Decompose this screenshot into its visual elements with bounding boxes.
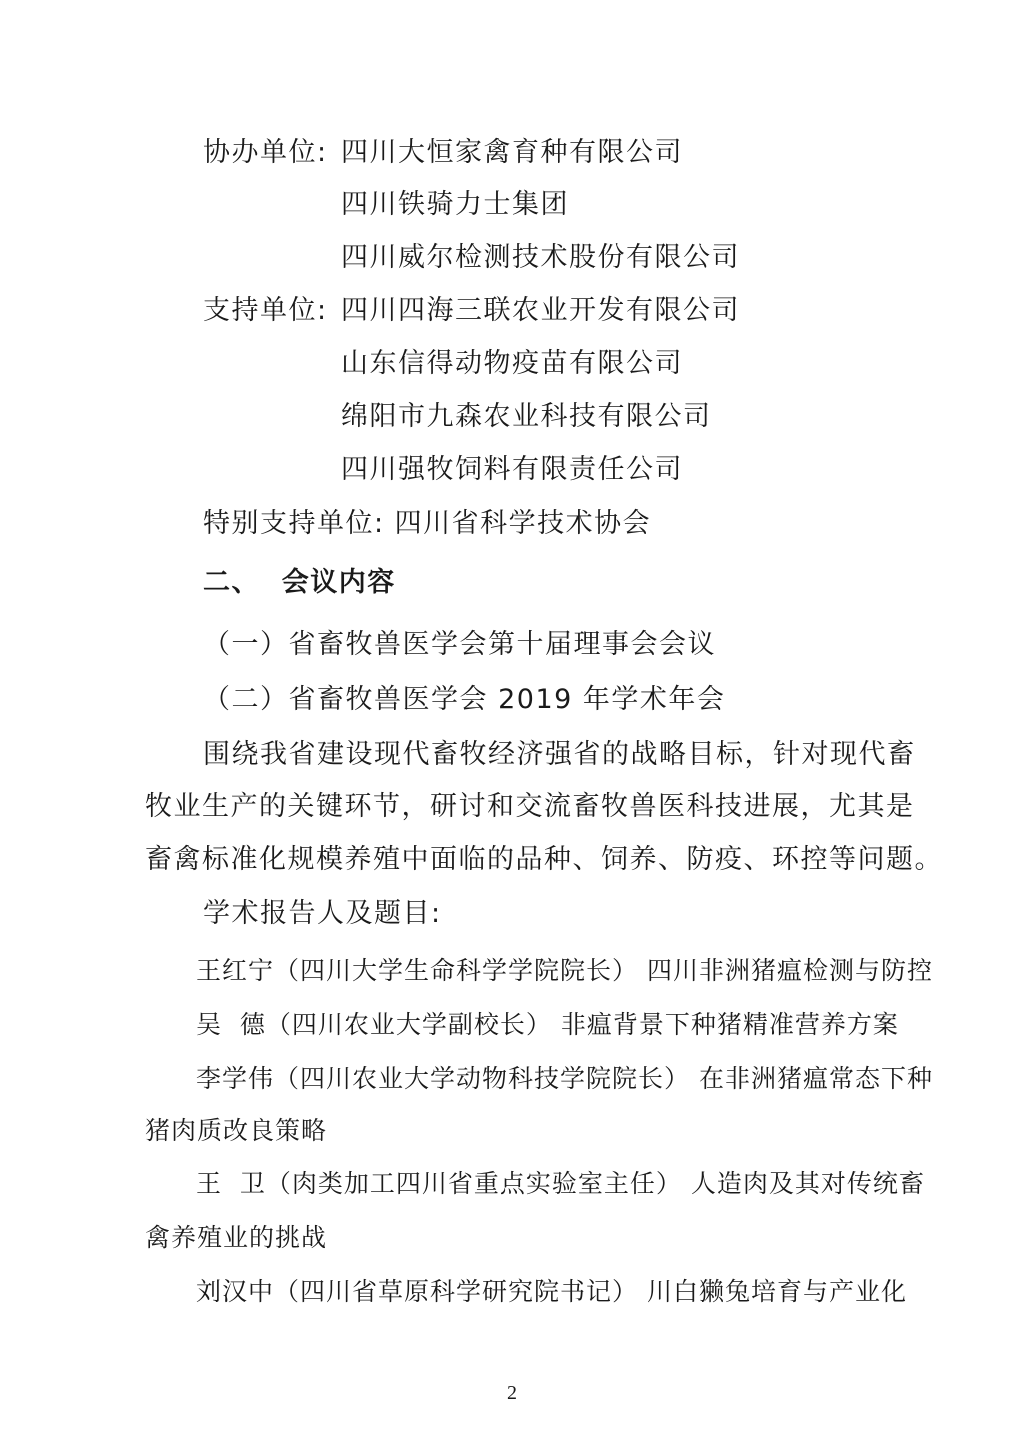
report-line-6: 禽养殖业的挑战 xyxy=(145,1223,328,1252)
paragraph-line-3: 畜禽标准化规模养殖中面临的品种、饲养、防疫、环控等问题。 xyxy=(145,844,943,875)
report-line-7: 刘汉中（四川省草原科学研究院书记） 川白獭兔培育与产业化 xyxy=(196,1277,907,1306)
agenda-item-1: （一）省畜牧兽医学会第十届理事会会议 xyxy=(203,629,716,660)
supporter-4: 四川强牧饲料有限责任公司 xyxy=(341,454,683,485)
co-organizer-2: 四川铁骑力士集团 xyxy=(341,189,569,220)
supporter-2: 山东信得动物疫苗有限公司 xyxy=(341,348,683,379)
co-organizer-1: 四川大恒家禽育种有限公司 xyxy=(341,137,683,168)
report-line-3: 李学伟（四川农业大学动物科技学院院长） 在非洲猪瘟常态下种 xyxy=(196,1064,933,1093)
report-line-5: 王 卫（肉类加工四川省重点实验室主任） 人造肉及其对传统畜 xyxy=(196,1169,925,1198)
co-organizer-3: 四川威尔检测技术股份有限公司 xyxy=(341,242,740,273)
supporter-label: 支持单位: xyxy=(203,295,328,326)
section-heading: 二、 会议内容 xyxy=(203,567,396,598)
reports-label: 学术报告人及题目: xyxy=(203,898,442,929)
agenda-item-2: （二）省畜牧兽医学会 2019 年学术年会 xyxy=(203,684,726,715)
page-number: 2 xyxy=(507,1382,517,1404)
report-line-1: 王红宁（四川大学生命科学学院院长） 四川非洲猪瘟检测与防控 xyxy=(196,956,933,985)
supporter-1: 四川四海三联农业开发有限公司 xyxy=(341,295,740,326)
supporter-3: 绵阳市九森农业科技有限公司 xyxy=(341,401,712,432)
paragraph-line-2: 牧业生产的关键环节，研讨和交流畜牧兽医科技进展，尤其是 xyxy=(145,791,915,822)
co-organizer-label: 协办单位: xyxy=(203,137,328,168)
report-line-4: 猪肉质改良策略 xyxy=(145,1116,328,1145)
paragraph-line-1: 围绕我省建设现代畜牧经济强省的战略目标，针对现代畜 xyxy=(203,739,916,770)
special-support: 特别支持单位: 四川省科学技术协会 xyxy=(203,508,652,539)
report-line-2: 吴 德（四川农业大学副校长） 非瘟背景下种猪精准营养方案 xyxy=(196,1010,899,1039)
